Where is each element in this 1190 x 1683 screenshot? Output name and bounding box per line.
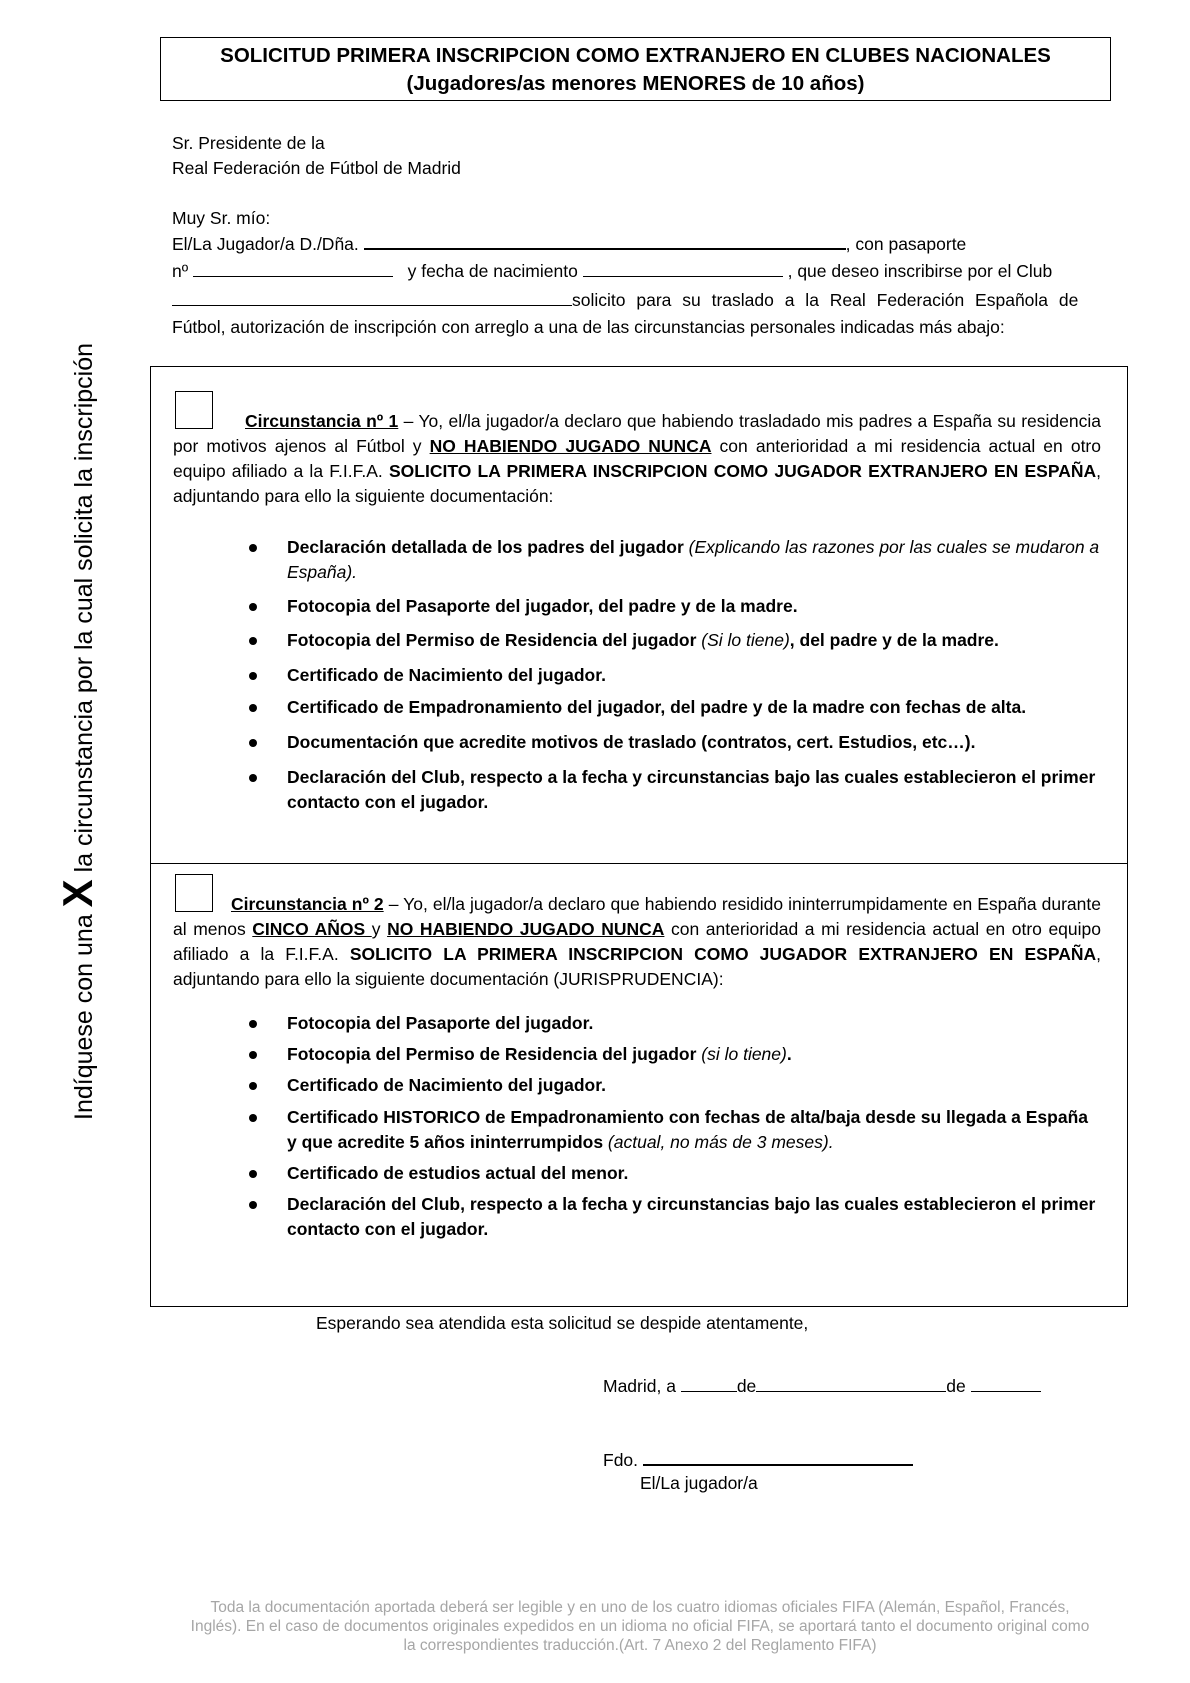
circumstance-2-text-d: , adjuntando para ello la siguiente documentación (JURISPRUDENCIA): — [173, 944, 1101, 989]
circ1-document-item — [173, 628, 1101, 653]
document-item-main: Declaración del Club, respecto a la fecha y circunstancias bajo las cuales establecieron el primer contacto con el jugador. — [287, 1194, 1096, 1239]
circ2-document-item — [173, 1161, 1101, 1186]
request-text: solicito para su traslado a la Real Federación Española de — [572, 290, 1079, 310]
bullet-icon — [249, 1020, 257, 1028]
bullet-icon — [249, 1201, 257, 1209]
document-item-note: (Explicando las razones por las cuales se mudaron a España). — [287, 537, 1100, 582]
bullet-icon — [249, 603, 257, 611]
request-last-line: Fútbol, autorización de inscripción con arreglo a una de las circunstancias personales indicadas más abajo: — [172, 317, 1005, 337]
greeting: Muy Sr. mío: — [172, 208, 271, 228]
circ2-document-item — [173, 1011, 1101, 1036]
bullet-icon — [249, 637, 257, 645]
document-item-main: Fotocopia del Permiso de Residencia del jugador — [287, 630, 697, 650]
document-item-main: Certificado de Empadronamiento del jugador, del padre y de la madre con fechas de alta. — [287, 697, 1027, 717]
circ1-document-item — [173, 730, 1101, 755]
circumstance-1-heading: Circunstancia nº 1 — [245, 411, 399, 431]
date-month-field[interactable] — [756, 1373, 946, 1392]
player-name-field[interactable] — [364, 230, 846, 250]
document-item-tail: , del padre y de la madre. — [789, 630, 999, 650]
circ2-document-item — [173, 1042, 1101, 1067]
document-item-note: (Si lo tiene) — [696, 630, 790, 650]
club-label: , que deseo inscribirse por el Club — [787, 261, 1053, 281]
date-year-field[interactable] — [971, 1373, 1041, 1392]
club-line — [172, 287, 1104, 313]
circumstance-2-request: SOLICITO LA PRIMERA INSCRIPCION COMO JUGADOR EXTRANJERO EN ESPAÑA — [349, 944, 1097, 964]
circumstance-1-text-a: – Yo, el/la jugador/a declaro que habiendo trasladado mis padres a España su residencia por motivos ajenos al Fútbol y — [173, 411, 1101, 456]
document-item-main: Certificado de estudios actual del menor. — [287, 1163, 629, 1183]
signature-field[interactable] — [643, 1446, 913, 1466]
date-line — [603, 1373, 1041, 1399]
circumstance-1-paragraph — [173, 409, 1101, 509]
document-item-main: Certificado de Nacimiento del jugador. — [287, 665, 606, 685]
circumstance-1-text-c: , adjuntando para ello la siguiente documentación: — [173, 461, 1101, 506]
circumstance-1-request: SOLICITO LA PRIMERA INSCRIPCION COMO JUGADOR EXTRANJERO EN ESPAÑA — [389, 461, 1097, 481]
bullet-icon — [249, 1051, 257, 1059]
club-name-field[interactable] — [172, 287, 572, 306]
bullet-icon — [249, 1114, 257, 1122]
document-item-main: Fotocopia del Pasaporte del jugador, del padre y de la madre. — [287, 596, 798, 616]
passport-label: , con pasaporte — [845, 234, 967, 254]
circumstance-2-document-list — [173, 1011, 1101, 1242]
circumstance-1-section — [150, 366, 1128, 864]
bullet-icon — [249, 544, 257, 552]
date-day-field[interactable] — [681, 1373, 737, 1392]
sidebar-instruction — [54, 300, 104, 1120]
sidebar-text-before: Indíquese con una — [70, 907, 98, 1120]
recipient-line2: Real Federación de Fútbol de Madrid — [172, 158, 461, 178]
circumstance-2-text-b: y — [371, 919, 388, 939]
birth-date-label: y fecha de nacimiento — [407, 261, 578, 281]
player-name-label: El/La Jugador/a D./Dña. — [172, 234, 359, 254]
circ2-document-item — [173, 1105, 1101, 1155]
circumstance-2-text-a: – Yo, el/la jugador/a declaro que habiendo residido ininterrumpidamente en España durante al menos — [173, 894, 1101, 939]
form-title-line2: (Jugadores/as menores MENORES de 10 años) — [406, 72, 865, 95]
player-name-line — [172, 230, 966, 257]
footnote: Toda la documentación aportada deberá ser legible y en uno de los cuatro idiomas oficiales FIFA (Alemán, Español, Francés, Inglés). En el caso de documentos originales expedidos en un idioma no oficial FIFA, se aportará tanto el documento original como la correspondientes traducción.(Art. 7 Anexo 2 del Reglamento FIFA) — [190, 1599, 1090, 1654]
circumstance-2-heading: Circunstancia nº 2 — [231, 894, 384, 914]
document-item-main: Documentación que acredite motivos de traslado (contratos, cert. Estudios, etc…). — [287, 732, 976, 752]
passport-number-label: nº — [172, 261, 189, 281]
circ1-document-item — [173, 663, 1101, 688]
circ2-document-item — [173, 1073, 1101, 1098]
circumstance-2-paragraph — [173, 892, 1101, 992]
circ1-document-item — [173, 695, 1101, 720]
closing-text: Esperando sea atendida esta solicitud se despide atentamente, — [316, 1313, 809, 1333]
circumstance-2-text-c: con anterioridad a mi residencia actual en otro equipo afiliado a la F.I.F.A. — [173, 919, 1102, 964]
sidebar-text-after: la circunstancia por la cual solicita la inscripción — [70, 342, 98, 880]
circ1-document-item — [173, 765, 1101, 815]
document-item-main: Fotocopia del Pasaporte del jugador. — [287, 1013, 594, 1033]
birth-date-field[interactable] — [583, 258, 783, 277]
signature-label: Fdo. — [603, 1450, 643, 1470]
document-item-main: Certificado de Nacimiento del jugador. — [287, 1075, 606, 1095]
document-item-main: Certificado HISTORICO de Empadronamiento con fechas de alta/baja desde su llegada a España y que acredite 5 años ininterrumpidos — [287, 1107, 1089, 1152]
bullet-icon — [249, 739, 257, 747]
date-de-1: de — [736, 1376, 757, 1396]
document-item-main: Declaración detallada de los padres del jugador — [287, 537, 684, 557]
passport-number-field[interactable] — [193, 258, 393, 277]
bullet-icon — [249, 1170, 257, 1178]
signature-line — [603, 1446, 913, 1473]
date-city-label: Madrid, a — [603, 1376, 681, 1396]
circ1-document-item — [173, 535, 1101, 585]
circ2-document-item — [173, 1192, 1101, 1242]
circumstance-1-document-list — [173, 535, 1101, 815]
date-de-2: de — [946, 1376, 971, 1396]
circumstance-2-five-years: CINCO AÑOS — [252, 919, 372, 939]
circumstance-1-never-played: NO HABIENDO JUGADO NUNCA — [429, 436, 712, 456]
circ1-document-item — [173, 594, 1101, 619]
recipient-line1: Sr. Presidente de la — [172, 133, 325, 153]
bullet-icon — [249, 704, 257, 712]
circumstance-2-never-played: NO HABIENDO JUGADO NUNCA — [387, 919, 665, 939]
form-title — [160, 37, 1111, 101]
bullet-icon — [249, 672, 257, 680]
document-item-tail: . — [786, 1044, 792, 1064]
sidebar-x-mark: X — [54, 879, 101, 908]
document-item-note: (si lo tiene) — [696, 1044, 787, 1064]
passport-birth-line — [172, 258, 1052, 284]
circumstance-1-text-b: con anterioridad a mi residencia actual en otro equipo afiliado a la F.I.F.A. — [173, 436, 1101, 481]
signature-role: El/La jugador/a — [640, 1473, 758, 1493]
form-title-line1: SOLICITUD PRIMERA INSCRIPCION COMO EXTRANJERO EN CLUBES NACIONALES — [220, 44, 1051, 67]
document-item-main: Declaración del Club, respecto a la fecha y circunstancias bajo las cuales establecieron el primer contacto con el jugador. — [287, 767, 1096, 812]
circumstance-2-section — [150, 862, 1128, 1307]
document-item-note: (actual, no más de 3 meses). — [603, 1132, 834, 1152]
bullet-icon — [249, 774, 257, 782]
document-item-main: Fotocopia del Permiso de Residencia del jugador — [287, 1044, 697, 1064]
bullet-icon — [249, 1082, 257, 1090]
recipient-block — [172, 131, 461, 181]
